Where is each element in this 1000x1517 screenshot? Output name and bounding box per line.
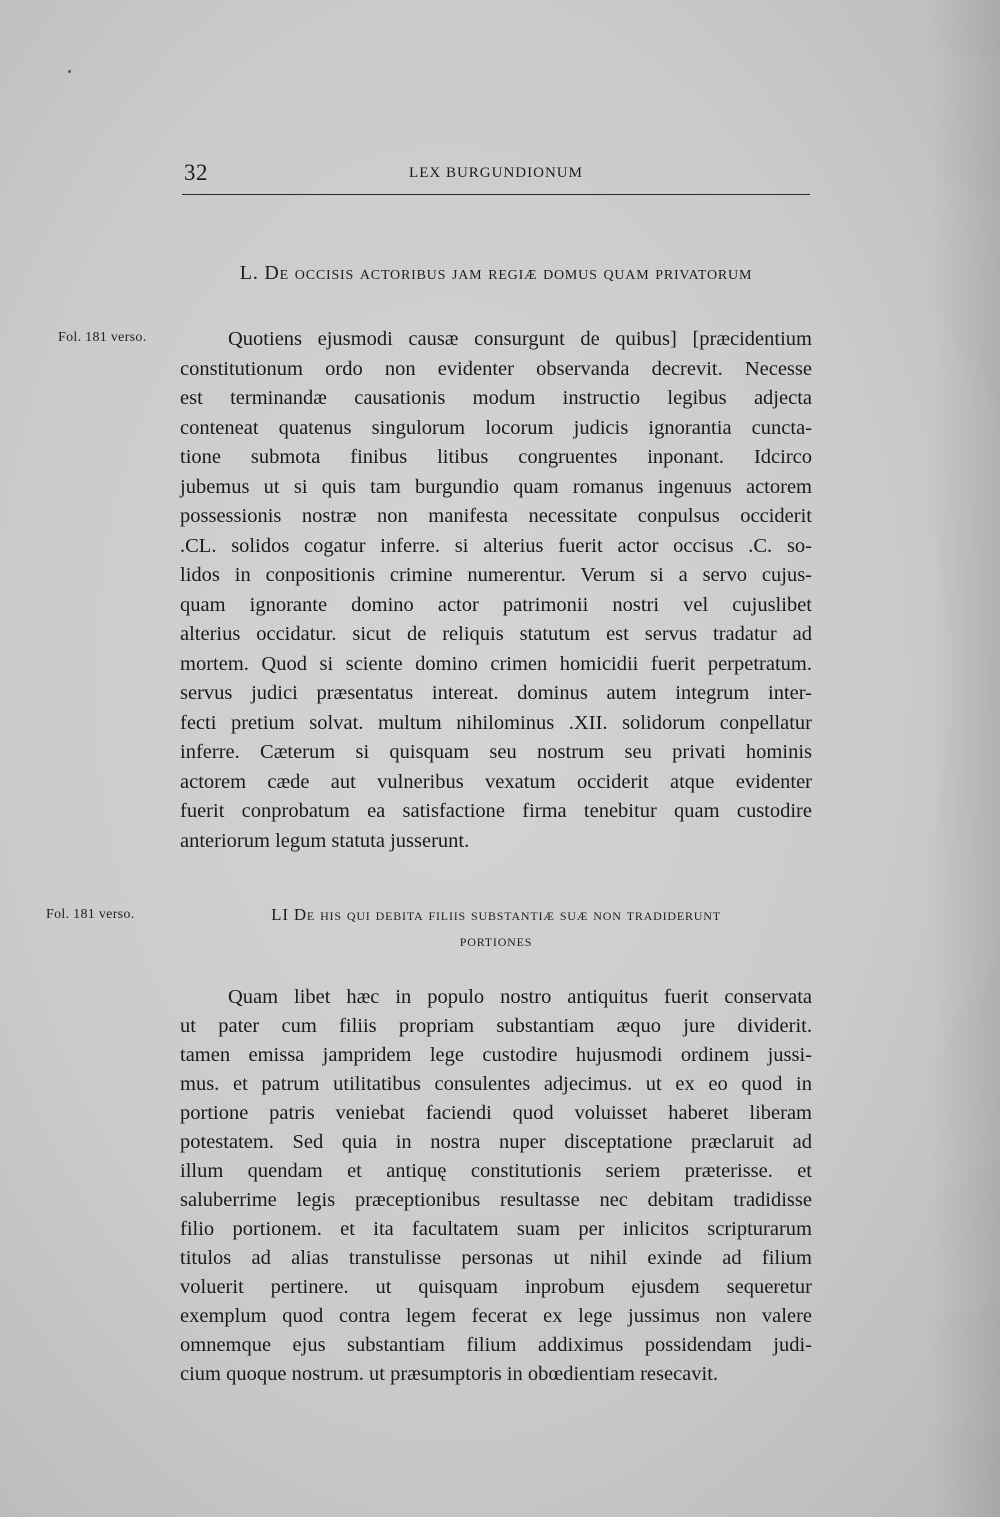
page-edge-shadow	[930, 0, 1000, 1517]
text-line: portione patris veniebat faciendi quod voluisset haberet liberam	[180, 1102, 812, 1124]
page-number: 32	[184, 160, 208, 185]
text-line: mortem. Quod si sciente domino crimen homicidii fuerit perpetratum.	[180, 652, 812, 675]
text-line: .CL. solidos cogatur inferre. si alterius fuerit actor occisus .C. so-	[180, 534, 812, 557]
text-line: constitutionum ordo non evidenter observanda decrevit. Necesse	[180, 357, 812, 380]
paper-speck	[68, 70, 71, 73]
text-line: servus judici præsentatus intereat. dominus autem integrum inter-	[180, 682, 812, 704]
text-line: inferre. Cæterum si quisquam seu nostrum seu privati hominis	[180, 741, 812, 763]
text-line: voluerit pertinere. ut quisquam inprobum ejusdem sequeretur	[180, 1276, 812, 1298]
section-title-line: portiones	[459, 931, 533, 950]
text-line: potestatem. Sed quia in nostra nuper disceptatione præclaruit ad	[180, 1131, 812, 1153]
section-title-line: LI De his qui debita filiis substantiæ suæ non tradiderunt	[271, 905, 721, 924]
section-title-l: L. De occisis actoribus jam regiæ domus quam privatorum	[239, 262, 753, 284]
text-line: cium quoque nostrum. ut præsumptoris in obœdientiam resecavit.	[180, 1363, 719, 1385]
section-title-li	[182, 902, 810, 954]
text-line: fuerit conprobatum ea satisfactione firma tenebitur quam custodire	[180, 800, 812, 822]
section-text-l	[180, 325, 812, 856]
text-line: ut pater cum filiis propriam substantiam æquo jure dividerit.	[180, 1015, 812, 1037]
text-line: mus. et patrum utilitatibus consulentes adjecimus. ut ex eo quod in	[180, 1073, 812, 1095]
text-line: anteriorum legum statuta jusserunt.	[180, 829, 470, 852]
text-line: omnemque ejus substantiam filium addiximus possidendam judi-	[180, 1334, 812, 1356]
running-title: LEX BURGUNDIONUM	[409, 165, 583, 181]
text-line: tamen emissa jampridem lege custodire hujusmodi ordinem jussi-	[180, 1044, 812, 1066]
text-line: actorem cæde aut vulneribus vexatum occiderit atque evidenter	[180, 770, 812, 793]
text-line: titulos ad alias transtulisse personas ut nihil exinde ad filium	[180, 1247, 812, 1269]
text-line: illum quendam et antiquę constitutionis seriem præterisse. et	[180, 1160, 812, 1182]
margin-note-folio: Fol. 181 verso.	[58, 330, 147, 345]
text-line: tione submota finibus litibus congruentes inponant. Idcirco	[180, 446, 812, 468]
text-line: saluberrime legis præceptionibus resultasse nec debitam tradidisse	[180, 1189, 812, 1211]
text-line: Quotiens ejusmodi causæ consurgunt de quibus] [præcidentium	[228, 328, 812, 350]
margin-note-folio: Fol. 181 verso.	[46, 907, 135, 922]
text-line: exemplum quod contra legem fecerat ex lege jussimus non valere	[180, 1305, 812, 1327]
header-rule	[182, 194, 810, 195]
text-line: est terminandæ causationis modum instructio legibus adjecta	[180, 387, 812, 409]
text-line: lidos in conpositionis crimine numerentur. Verum si a servo cujus-	[180, 564, 812, 586]
text-line: jubemus ut si quis tam burgundio quam romanus ingenuus actorem	[180, 475, 812, 498]
text-line: conteneat quatenus singulorum locorum judicis ignorantia cuncta-	[180, 416, 812, 439]
section-text-li	[180, 983, 812, 1389]
text-line: fecti pretium solvat. multum nihilominus .XII. solidorum conpellatur	[180, 711, 812, 734]
text-line: filio portionem. et ita facultatem suam per inlicitos scripturarum	[180, 1218, 812, 1240]
running-head	[182, 160, 810, 190]
text-line: Quam libet hæc in populo nostro antiquitus fuerit conservata	[228, 986, 812, 1008]
text-line: possessionis nostræ non manifesta necessitate conpulsus occiderit	[180, 505, 812, 527]
text-line: quam ignorante domino actor patrimonii nostri vel cujuslibet	[180, 593, 812, 616]
text-line: alterius occidatur. sicut de reliquis statutum est servus tradatur ad	[180, 623, 812, 645]
